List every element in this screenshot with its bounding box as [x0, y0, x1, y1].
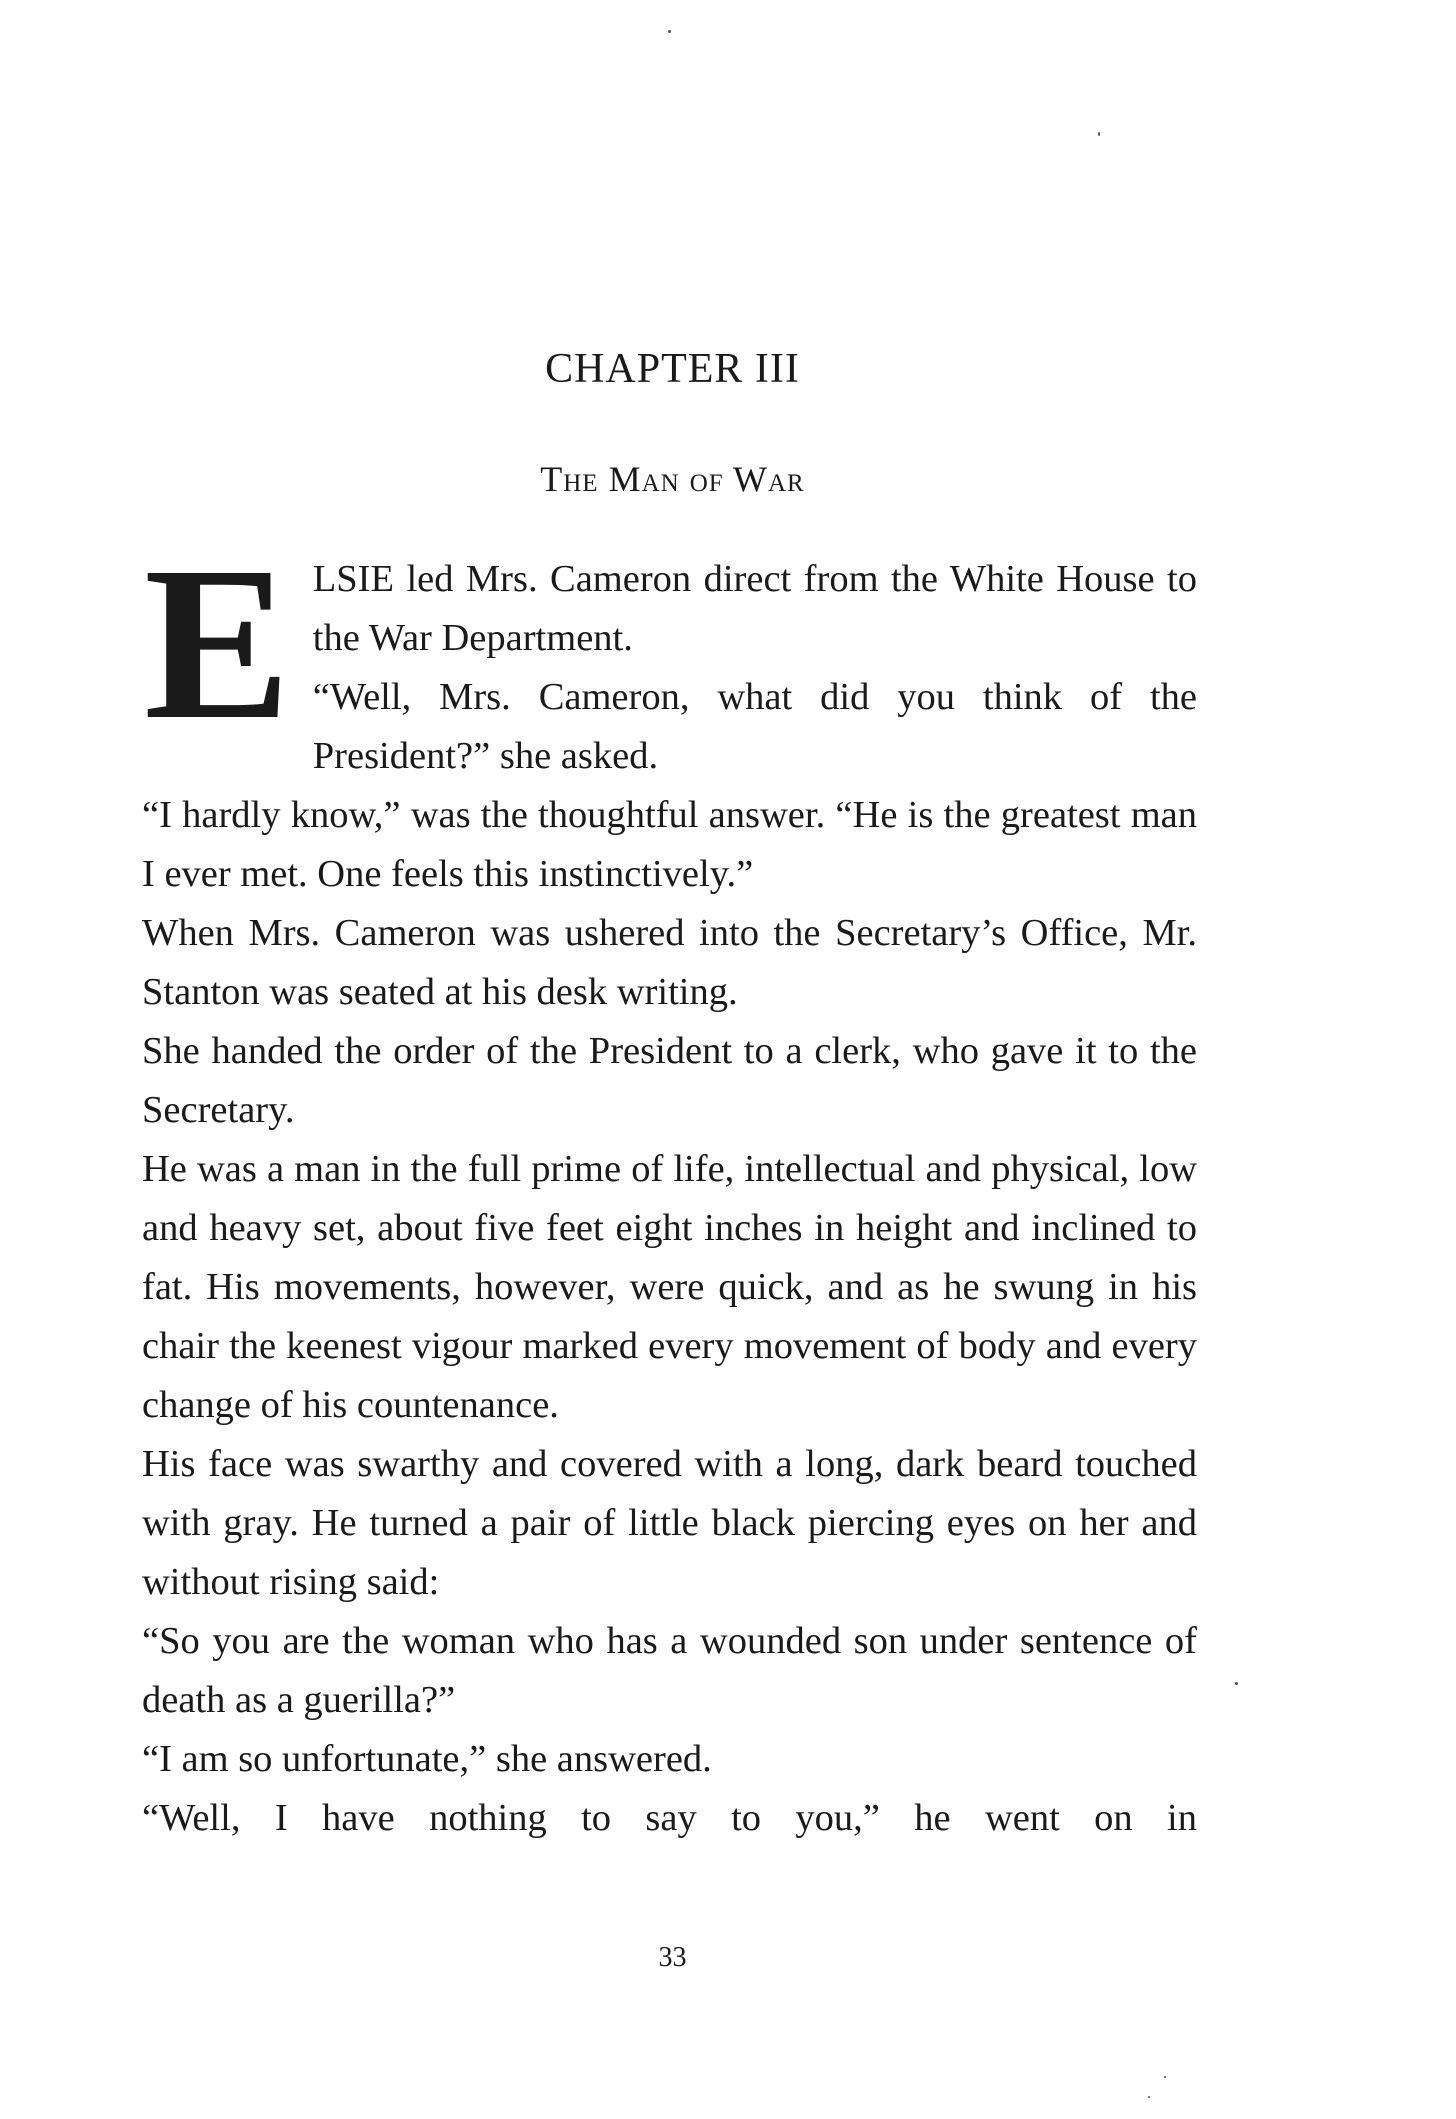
chapter-text — [142, 521, 1197, 1848]
paragraph: His face was swarthy and covered with a long, dark beard touched with gray. He turned a pair of little black piercing eyes on her and without rising said: — [142, 1443, 1197, 1603]
paragraph: “So you are the woman who has a wounded son under sentence of death as a guerilla?” — [142, 1620, 1197, 1721]
chapter-heading: CHAPTER III — [545, 346, 800, 392]
chapter-subtitle: The Man of War — [540, 459, 805, 499]
paragraph: “Well, Mrs. Cameron, what did you think of the President?” she asked. — [312, 676, 1197, 777]
scan-speck — [1164, 2076, 1166, 2078]
page-number: 33 — [658, 1942, 687, 1973]
scan-speck — [1235, 1682, 1238, 1685]
scan-speck — [1148, 2096, 1150, 2098]
paragraph: “I am so unfortunate,” she answered. — [142, 1738, 712, 1780]
paragraph: He was a man in the full prime of life, intellectual and physical, low and heavy set, about five feet eight inches in height and inclined to fat. His movements, however, were quick, and as he swung in his chair the keenest vigour marked every movement of body and every change of his countenance. — [142, 1148, 1197, 1426]
drop-cap: E — [144, 521, 291, 765]
scan-speck — [1098, 132, 1100, 136]
paragraph: “I hardly know,” was the thoughtful answer. “He is the greatest man I ever met. One feels this instinctively.” — [142, 794, 1197, 895]
paragraph: “Well, I have nothing to say to you,” he went on in — [142, 1797, 1197, 1839]
paragraph: She handed the order of the President to a clerk, who gave it to the Secretary. — [142, 1030, 1197, 1131]
scan-speck — [668, 30, 671, 33]
paragraph: LSIE led Mrs. Cameron direct from the White House to the War Department. — [312, 558, 1197, 659]
paragraph: When Mrs. Cameron was ushered into the Secretary’s Office, Mr. Stanton was seated at his desk writing. — [142, 912, 1197, 1013]
